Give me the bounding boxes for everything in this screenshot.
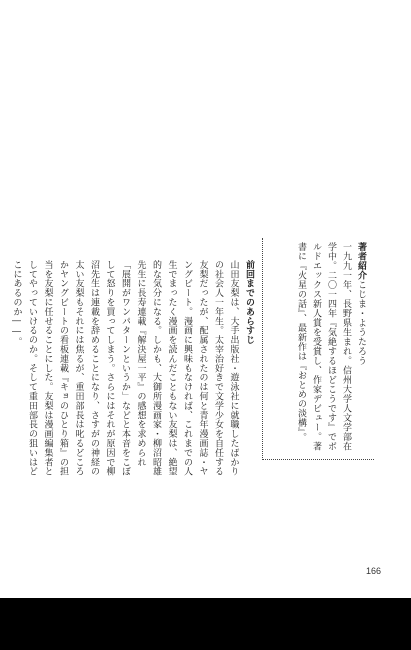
author-heading: 著者紹介 [356, 242, 366, 280]
author-name: こじま・ようたろう [356, 280, 366, 366]
synopsis-heading: 前回までのあらすじ [244, 260, 254, 345]
page-number: 166 [366, 566, 382, 576]
synopsis-section [11, 260, 256, 480]
synopsis-body-text: 山田友梨は、大手出版社・遊泳社に就職したばかりの社会人一年生。太宰治好きで文学少女を自任する友梨だったが、配属されたのは何と青年漫画誌・ヤングビート。漫画に興味もなければ、これまでの人生でまったく漫画を読んだこともない友梨は、絶望的な気分になる。しかも、大御所漫画家・柳沼昭雄先生に長寿連載『解決屋一平』の感想を求められ「展開がワンパターンというか」などと本音をこぼして怒りを買ってしまう。さらにはそれが原因で柳沼先生は連載を辞めることになり、さすがの神経の太い友梨もそれには焦るが、重田部長は叱るどころかヤングビートの看板連載『キョのひとり箱』の担当を友梨に任せることにした。友梨は漫画編集者としてやっていけるのか。そして重田部長の狙いはどこにあるのか――。 [11, 260, 239, 477]
black-footer-bar [0, 598, 411, 650]
author-introduction-box [262, 238, 374, 460]
author-bio-text: 一九九一年、長野県生まれ。信州大学人文学部在学中。二〇一四年『気絶するほどこうです』でボルドエックス新人賞を受賞し、作家デビュー。著書に『火星の話』、最新作は『おとめの淡構』。 [296, 242, 351, 451]
